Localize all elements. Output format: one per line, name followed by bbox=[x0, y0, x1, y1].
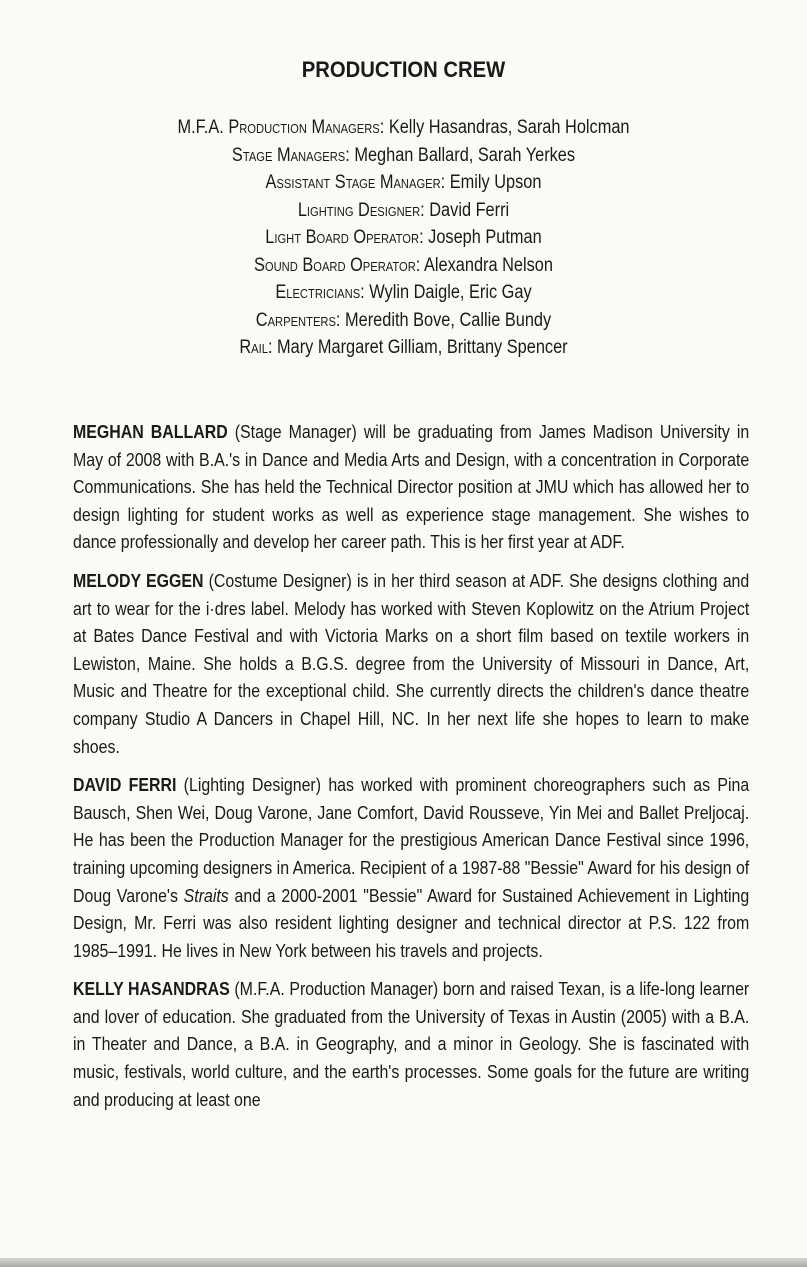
bio-text: (Lighting Designer) has worked with prominent choreographers such as Pina Bausch, Shen Wei, Doug Varone, Jane Comfort, David Rousseve, Yin Mei and Ballet Preljocaj. He has been the Production Manager for the prestigious American Dance Festival since 1996, training upcoming designers in America. Recipient of a 1987-88 "Bessie" Award for his design of Doug Varone's bbox=[73, 774, 750, 906]
crew-names: David Ferri bbox=[424, 199, 510, 221]
crew-role: Lighting Designer: bbox=[297, 199, 425, 221]
crew-names: Alexandra Nelson bbox=[420, 254, 553, 276]
crew-list bbox=[60, 114, 747, 362]
crew-names: Meredith Bove, Callie Bundy bbox=[340, 309, 552, 331]
crew-line bbox=[108, 279, 699, 307]
crew-names: Kelly Hasandras, Sarah Holcman bbox=[384, 117, 630, 138]
bio-list bbox=[73, 418, 749, 1124]
crew-role: Stage Managers: bbox=[231, 144, 350, 166]
crew-names: Mary Margaret Gilliam, Brittany Spencer bbox=[272, 337, 568, 358]
crew-line bbox=[108, 142, 699, 170]
bio-text: (Costume Designer) is in her third season at ADF. She designs clothing and art to wear for the i·dres label. Melody has worked with Steven Koplowitz on the Atrium Project at Bates Dance Festival and with Victoria Marks on a short film based on textile workers in Lewiston, Maine. She holds a B.G.S. degree from the University of Missouri in Dance, Art, Music and Theatre for the exceptional child. She currently directs the children's dance theatre company Studio A Dancers in Chapel Hill, NC. In her next life she hopes to learn to make shoes. bbox=[73, 569, 750, 757]
crew-line bbox=[108, 114, 699, 142]
crew-names: Meghan Ballard, Sarah Yerkes bbox=[349, 144, 576, 166]
crew-line bbox=[108, 224, 699, 252]
crew-names: Emily Upson bbox=[445, 172, 542, 193]
bio-text: (Stage Manager) will be graduating from James Madison University in May of 2008 with B.A.'s in Dance and Media Arts and Design, with a concentration in Corporate Communications. She has held the Technical Director position at JMU which has allowed her to design lighting for student works as well as experience stage management. She wishes to dance professionally and develop her career path. This is her first year at ADF. bbox=[73, 421, 750, 553]
bio-name: MELODY EGGEN bbox=[73, 569, 204, 591]
crew-line bbox=[108, 307, 699, 335]
page-title: PRODUCTION CREW bbox=[301, 57, 506, 82]
bio-melody-eggen bbox=[73, 567, 749, 760]
crew-names: Joseph Putman bbox=[423, 227, 542, 248]
bio-text: (M.F.A. Production Manager) born and raised Texan, is a life-long learner and lover of education. She graduated from the University of Texas in Austin (2005) with a B.A. in Theater and Dance, a B.A. in Geography, and a minor in Geology. She is fascinated with music, festivals, world culture, and the earth's processes. Some goals for the future are writing and producing at least one bbox=[73, 978, 750, 1110]
bio-david-ferri bbox=[73, 771, 749, 964]
crew-role: Rail: bbox=[239, 337, 273, 358]
bio-text: and a 2000-2001 "Bessie" Award for Sustained Achievement in Lighting Design, Mr. Ferri was also resident lighting designer and technical director at P.S. 122 from 1985–1991. He lives in New York between his travels and projects. bbox=[73, 884, 750, 961]
crew-role: Light Board Operator: bbox=[265, 227, 424, 248]
bio-italic-title: Straits bbox=[183, 884, 229, 906]
crew-role: Carpenters: bbox=[255, 309, 341, 331]
bio-meghan-ballard bbox=[73, 418, 749, 556]
crew-line bbox=[108, 334, 699, 362]
crew-role: Assistant Stage Manager: bbox=[265, 172, 446, 193]
bio-name: DAVID FERRI bbox=[73, 774, 177, 796]
crew-role: Electricians: bbox=[275, 282, 365, 303]
crew-line bbox=[108, 197, 699, 225]
crew-role: Sound Board Operator: bbox=[253, 254, 421, 276]
bio-kelly-hasandras bbox=[73, 975, 749, 1113]
page-edge-divider bbox=[0, 1258, 807, 1267]
crew-role: M.F.A. Production Managers: bbox=[177, 117, 385, 138]
crew-line bbox=[108, 169, 699, 197]
crew-line bbox=[108, 252, 699, 280]
bio-name: MEGHAN BALLARD bbox=[73, 421, 228, 442]
bio-name: KELLY HASANDRAS bbox=[73, 978, 230, 1000]
crew-names: Wylin Daigle, Eric Gay bbox=[364, 282, 532, 303]
